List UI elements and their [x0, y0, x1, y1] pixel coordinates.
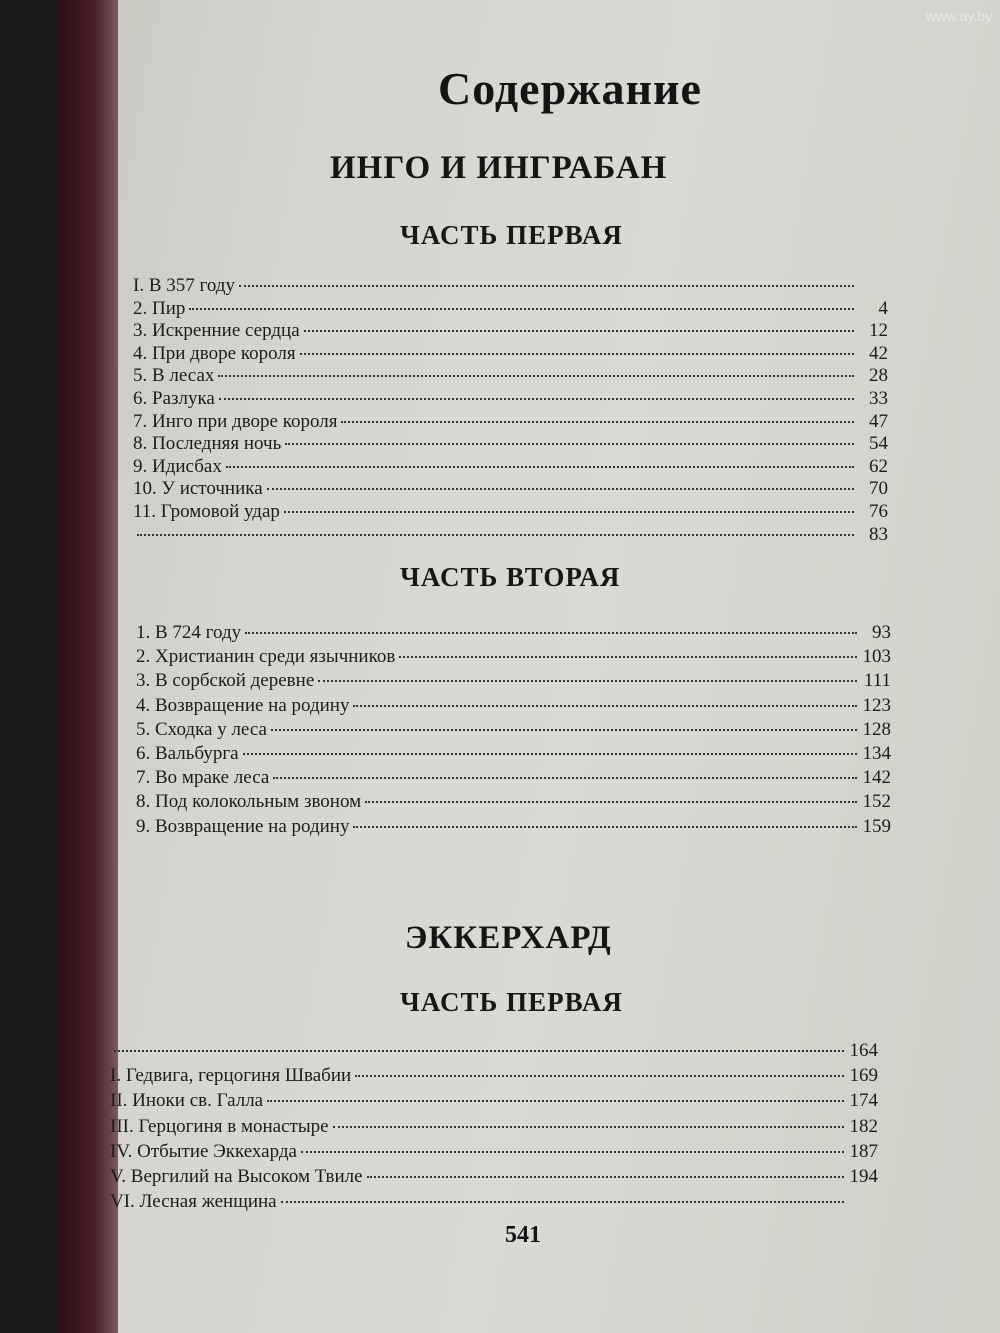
dot-leader: [300, 352, 854, 355]
book1-part1-heading: ЧАСТЬ ПЕРВАЯ: [400, 220, 623, 250]
dot-leader: [281, 1200, 844, 1203]
toc-entry-title: V. Вергилий на Высоком Твиле: [110, 1165, 363, 1187]
toc-entry-page: 152: [862, 791, 891, 813]
dot-leader: [365, 800, 857, 803]
dot-leader: [267, 1099, 844, 1102]
dot-leader: [243, 752, 857, 755]
dot-leader: [341, 420, 854, 423]
toc-entry-page: 83: [869, 523, 888, 545]
dot-leader: [284, 510, 854, 513]
toc-entry-page: 128: [862, 718, 891, 740]
toc-entry: [110, 1040, 878, 1065]
dot-leader: [239, 284, 854, 287]
toc-book2-part1: [110, 1040, 878, 1216]
toc-entry-title: 2. Христианин среди язычников: [136, 646, 396, 668]
toc-entry-title: 10. У источника: [133, 478, 263, 500]
toc-entry: [133, 388, 888, 411]
toc-entry: [133, 456, 888, 479]
toc-entry: [133, 524, 888, 547]
toc-entry: [136, 670, 891, 694]
dot-leader: [189, 307, 854, 310]
toc-entry-title: I. Гедвига, герцогиня Швабии: [110, 1065, 352, 1087]
toc-book1-part1: [133, 275, 888, 546]
toc-entry: [136, 743, 891, 767]
toc-entry-title: III. Герцогиня в монастыре: [110, 1115, 329, 1137]
toc-entry-title: 2. Пир: [133, 297, 186, 319]
toc-entry-title: 4. При дворе короля: [133, 342, 296, 364]
toc-entry-title: 8. Последняя ночь: [133, 433, 282, 455]
toc-entry: [136, 646, 891, 670]
toc-entry-page: 4: [878, 297, 888, 319]
watermark: www.ay.by: [926, 8, 992, 24]
dot-leader: [353, 704, 857, 707]
toc-entry-title: 8. Под колокольным звоном: [136, 791, 362, 813]
toc-entry-title: 1. В 724 году: [136, 622, 242, 643]
toc-entry: [136, 719, 891, 743]
toc-entry-page: 70: [869, 478, 888, 500]
toc-entry-page: 164: [849, 1040, 878, 1061]
toc-entry-title: 11. Громовой удар: [133, 500, 280, 522]
dot-leader: [137, 533, 854, 536]
toc-entry-page: 169: [849, 1065, 878, 1087]
toc-entry-title: II. Иноки св. Галла: [110, 1090, 264, 1112]
toc-entry: [136, 767, 891, 791]
toc-entry-title: 6. Вальбурга: [136, 742, 239, 764]
toc-entry: [133, 501, 888, 524]
toc-entry-title: 7. Инго при дворе короля: [133, 410, 338, 432]
page-number: 541: [505, 1222, 541, 1248]
toc-entry: [133, 365, 888, 388]
toc-entry-page: 12: [869, 320, 888, 342]
toc-entry-title: VI. Лесная женщина: [110, 1191, 277, 1213]
toc-entry-page: 103: [862, 646, 891, 668]
toc-entry: [136, 622, 891, 646]
dot-leader: [355, 1074, 844, 1077]
dot-leader: [285, 442, 854, 445]
dot-leader: [333, 1125, 844, 1128]
toc-entry: [133, 433, 888, 456]
toc-entry-title: I. В 357 году: [133, 275, 235, 296]
toc-entry-page: 42: [869, 342, 888, 364]
toc-entry-title: 9. Идисбах: [133, 455, 222, 477]
toc-entry: [110, 1141, 878, 1166]
dot-leader: [367, 1175, 844, 1178]
toc-entry-page: 33: [869, 387, 888, 409]
book-page: [58, 0, 1000, 1333]
dot-leader: [267, 487, 854, 490]
dot-leader: [245, 631, 857, 634]
toc-entry: [110, 1191, 878, 1216]
toc-entry-page: 47: [869, 410, 888, 432]
book1-part2-heading: ЧАСТЬ ВТОРАЯ: [400, 562, 621, 592]
toc-entry: [133, 411, 888, 434]
toc-entry-page: 62: [869, 455, 888, 477]
toc-entry: [136, 816, 891, 840]
dot-leader: [353, 825, 857, 828]
toc-entry-page: 182: [849, 1115, 878, 1137]
toc-entry-title: 7. Во мраке леса: [136, 767, 270, 789]
toc-entry-page: 123: [862, 694, 891, 716]
dot-leader: [114, 1049, 844, 1052]
page-title: Содержание: [438, 63, 702, 114]
toc-entry-page: 187: [849, 1140, 878, 1162]
toc-entry-page: 134: [862, 742, 891, 764]
toc-entry-title: 5. Сходка у леса: [136, 718, 267, 740]
dot-leader: [271, 728, 857, 731]
book2-title: ЭККЕРХАРД: [405, 920, 612, 956]
dot-leader: [301, 1150, 844, 1153]
toc-entry: [136, 791, 891, 815]
toc-entry-page: 111: [863, 670, 891, 692]
toc-entry: [136, 695, 891, 719]
toc-entry: [133, 320, 888, 343]
toc-entry-page: 142: [862, 767, 891, 789]
toc-entry: [133, 298, 888, 321]
dot-leader: [399, 655, 857, 658]
book2-part1-heading: ЧАСТЬ ПЕРВАЯ: [400, 987, 623, 1017]
toc-entry-page: 93: [872, 622, 891, 643]
toc-entry-page: 28: [869, 365, 888, 387]
dot-leader: [273, 776, 857, 779]
toc-entry: [133, 275, 888, 298]
toc-entry-page: 159: [862, 815, 891, 837]
toc-entry: [110, 1166, 878, 1191]
toc-book1-part2: [136, 622, 891, 840]
toc-entry-title: IV. Отбытие Эккехарда: [110, 1140, 297, 1162]
dot-leader: [304, 329, 854, 332]
book-spine: [58, 0, 118, 1333]
toc-entry-page: 174: [849, 1090, 878, 1112]
toc-entry-title: 9. Возвращение на родину: [136, 815, 350, 837]
toc-entry: [110, 1065, 878, 1090]
toc-entry-title: 5. В лесах: [133, 365, 215, 387]
toc-entry-title: 6. Разлука: [133, 387, 215, 409]
toc-entry-title: 3. В сорбской деревне: [136, 670, 315, 692]
toc-entry-title: 3. Искренние сердца: [133, 320, 300, 342]
toc-entry: [110, 1090, 878, 1115]
toc-entry: [133, 478, 888, 501]
dot-leader: [318, 679, 857, 682]
toc-entry-page: 194: [849, 1165, 878, 1187]
toc-entry-page: 76: [869, 500, 888, 522]
toc-entry: [110, 1116, 878, 1141]
toc-entry: [133, 343, 888, 366]
toc-entry-title: 4. Возвращение на родину: [136, 694, 350, 716]
dot-leader: [226, 465, 854, 468]
toc-entry-page: 54: [869, 433, 888, 455]
dot-leader: [219, 397, 854, 400]
book1-title: ИНГО И ИНГРАБАН: [330, 150, 668, 186]
dot-leader: [218, 374, 854, 377]
